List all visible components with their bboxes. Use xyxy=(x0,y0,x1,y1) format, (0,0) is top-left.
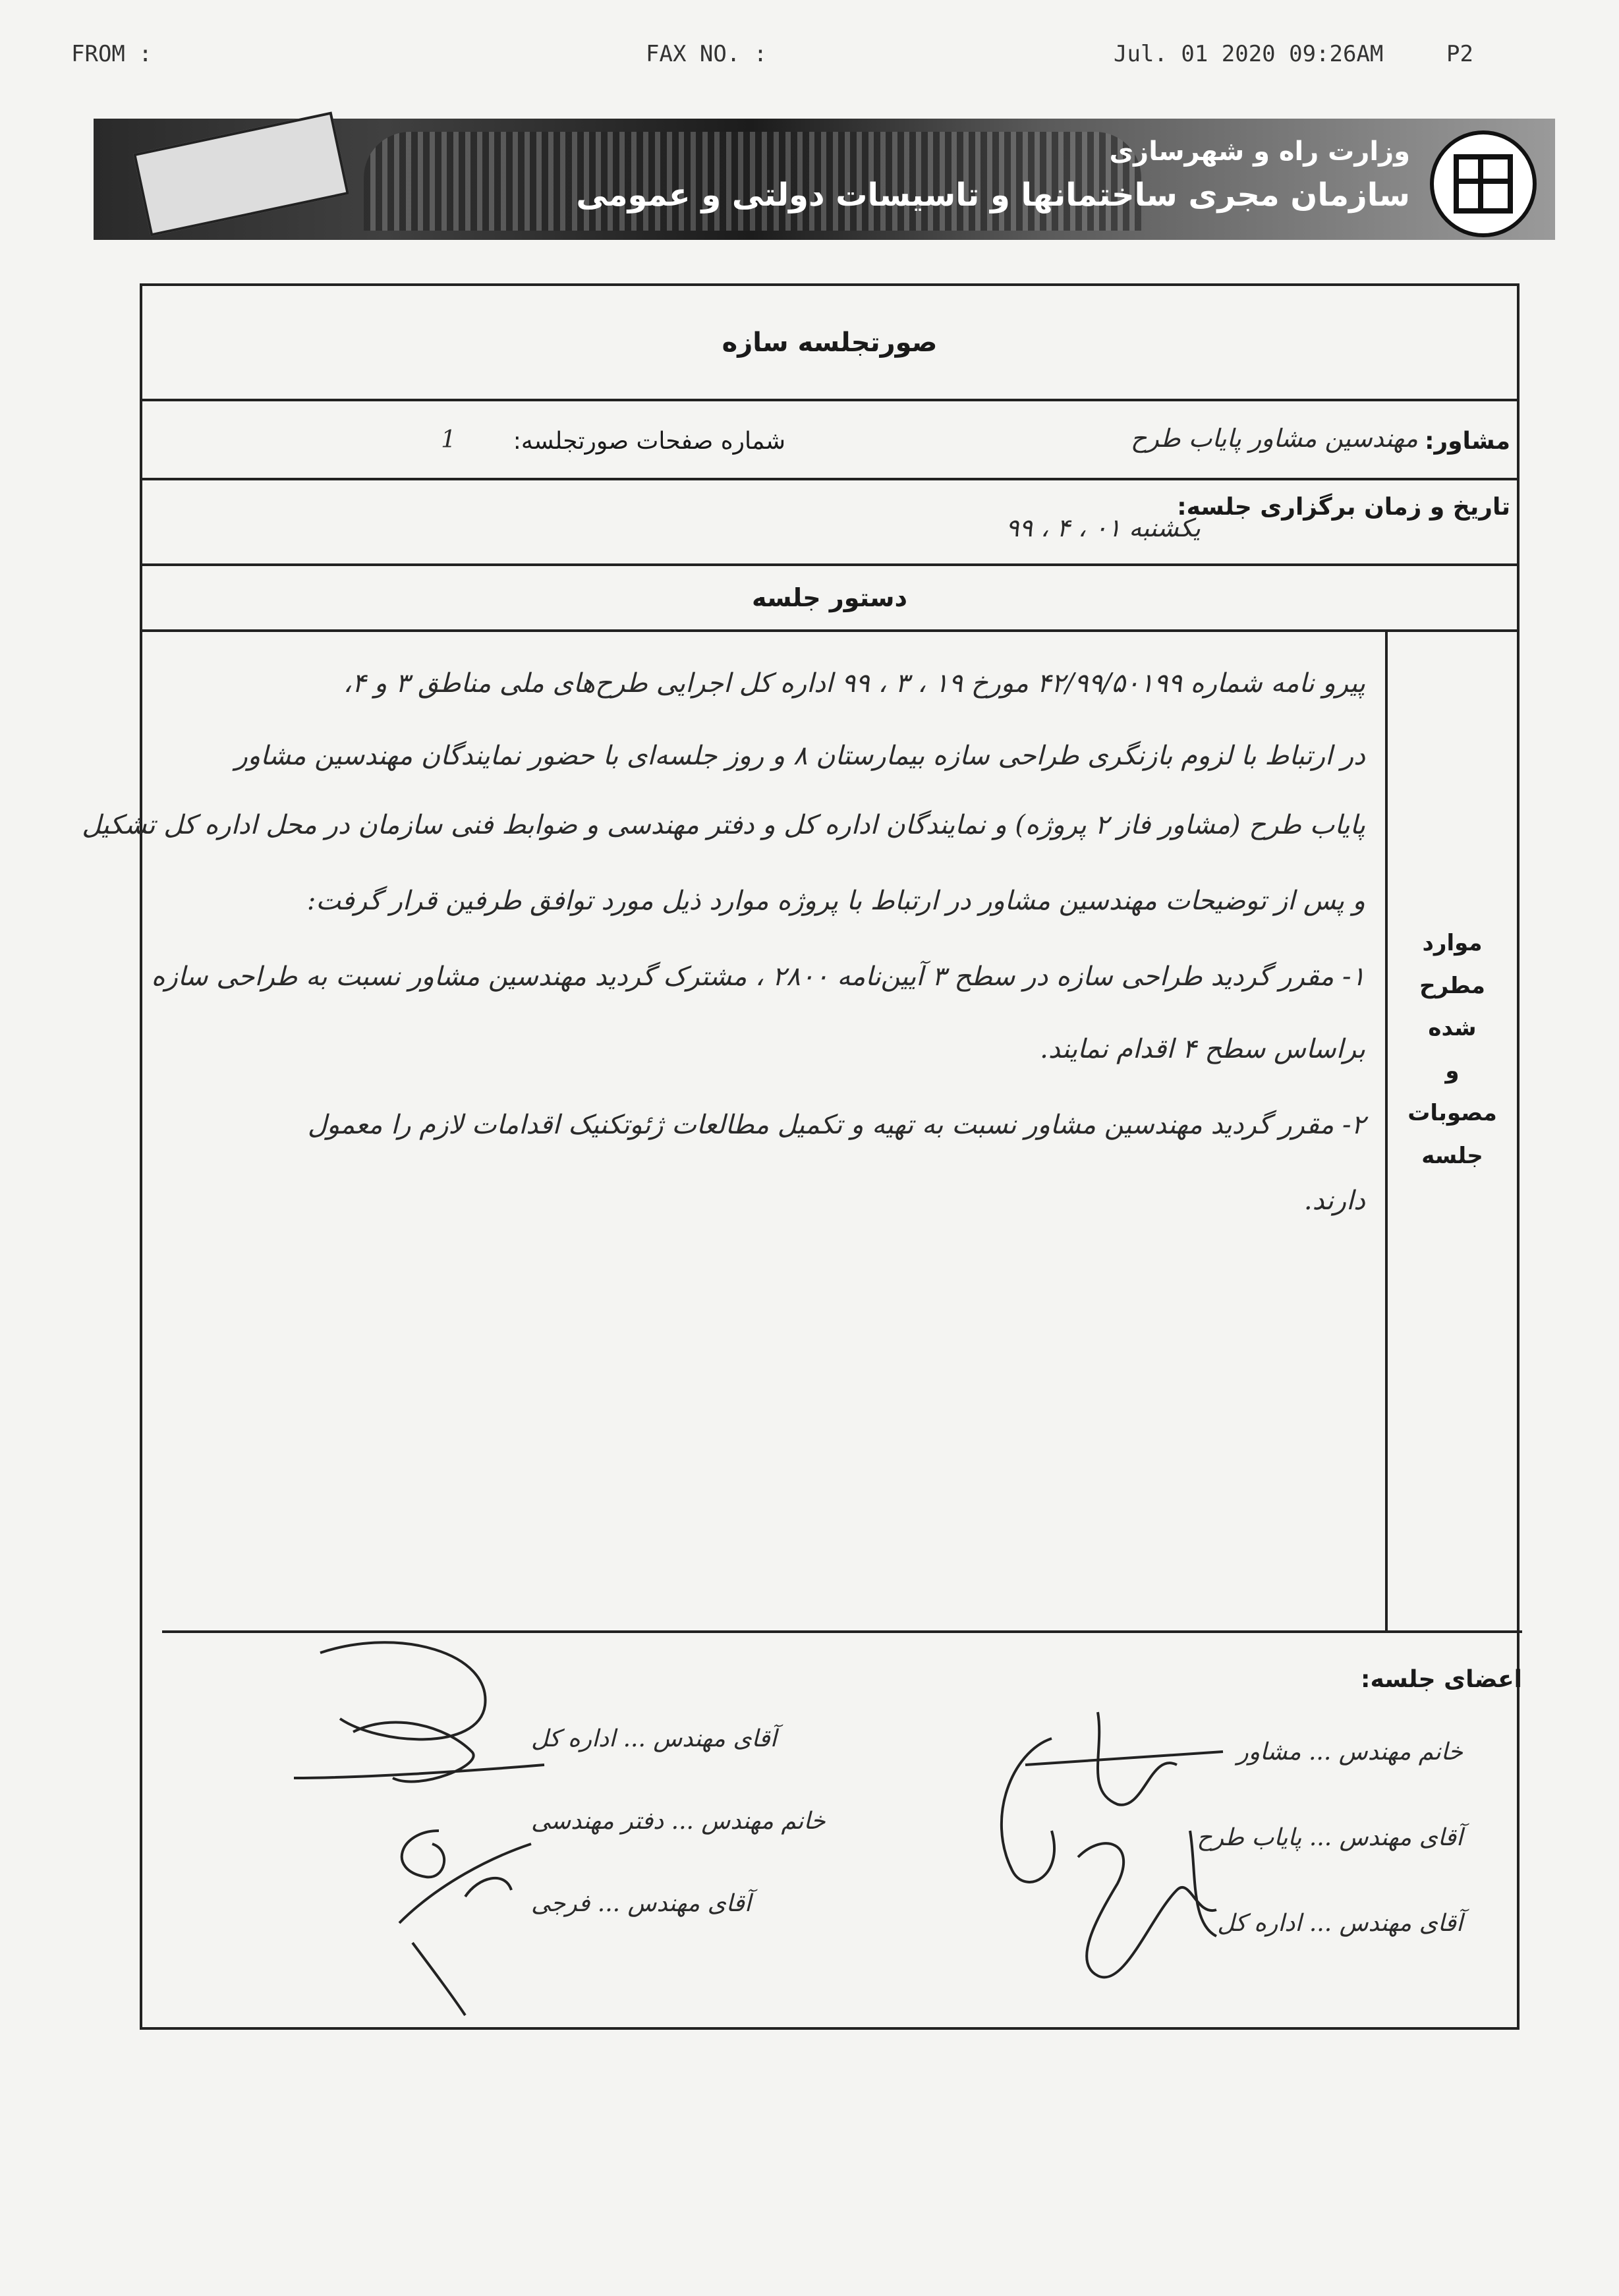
member-left: آقای مهندس ... فرجی xyxy=(531,1890,751,1917)
consultant-label: مشاور: xyxy=(1425,428,1510,455)
signatures xyxy=(162,1633,1520,2022)
topics-label-line: جلسه xyxy=(1421,1142,1483,1169)
ministry-logo-icon xyxy=(1430,130,1537,237)
form-title: صورتجلسه سازه xyxy=(142,286,1517,401)
minutes-line: براساس سطح ۴ اقدام نمایند. xyxy=(1040,1034,1365,1064)
fax-header xyxy=(0,41,1619,80)
members-label: اعضای جلسه: xyxy=(1361,1666,1522,1693)
agenda-header: دستور جلسه xyxy=(142,566,1517,632)
minutes-line: دارند. xyxy=(1303,1186,1365,1216)
topics-side-column xyxy=(1385,632,1517,1630)
fax-from: FROM : xyxy=(71,41,152,67)
signature-1 xyxy=(1002,1712,1223,1882)
topics-label-line: شده xyxy=(1428,1015,1477,1042)
organization-title: سازمان مجری ساختمانها و تاسیسات دولتی و عمومی xyxy=(576,177,1410,214)
topics-label-line: موارد xyxy=(1422,930,1483,956)
member-left: آقای مهندس ... اداره کل xyxy=(531,1725,777,1752)
topics-label-line: و xyxy=(1445,1057,1460,1084)
topics-label-line: مصوبات xyxy=(1407,1100,1497,1127)
minutes-line: در ارتباط با لزوم بازنگری طراحی سازه بیمارستان ۸ و روز جلسه‌ای با حضور نمایندگان مهندسین مشاور xyxy=(235,741,1365,771)
ministry-name xyxy=(576,132,1410,219)
signature-3 xyxy=(294,1642,544,1877)
members-section xyxy=(162,1630,1522,2022)
date-row xyxy=(142,480,1517,566)
date-label: تاریخ و زمان برگزاری جلسه: xyxy=(1177,494,1510,521)
member-right: آقای مهندس ... پایاب طرح xyxy=(1197,1824,1463,1851)
topics-label xyxy=(1388,922,1517,1178)
minutes-line: پایاب طرح (مشاور فاز ۲ پروژه) و نمایندگان اداره کل و دفتر مهندسی و ضوابط فنی سازمان در محل اداره کل تشکیل xyxy=(82,810,1365,840)
date-value: یکشنبه ۰۱ ، ۴ ، ۹۹ xyxy=(1006,513,1201,542)
fax-number: FAX NO. : xyxy=(646,41,768,67)
fax-page: P2 xyxy=(1446,41,1473,67)
signature-4 xyxy=(399,1844,531,2015)
member-right: آقای مهندس ... اداره کل xyxy=(1217,1910,1463,1937)
fax-datetime: Jul. 01 2020 09:26AM xyxy=(1114,41,1384,67)
consultant-row xyxy=(142,401,1517,480)
minutes-form xyxy=(82,283,1522,2030)
member-right: خانم مهندس ... مشاور xyxy=(1237,1738,1463,1765)
consultant-value: مهندسین مشاور پایاب طرح xyxy=(1130,424,1418,453)
minutes-line: پیرو نامه شماره ۴۲/۹۹/۵۰۱۹۹ مورخ ۱۹ ، ۳ ، ۹۹ اداره کل اجرایی طرح‌های ملی مناطق ۳ و ۴، xyxy=(343,668,1365,699)
pages-label: شماره صفحات صورتجلسه: xyxy=(513,428,785,455)
pages-value: 1 xyxy=(441,426,456,453)
member-left: خانم مهندس ... دفتر مهندسی xyxy=(531,1808,826,1835)
topics-label-line: مطرح xyxy=(1419,972,1485,999)
flag-emblem xyxy=(133,111,349,236)
minutes-line: ۱- مقرر گردید طراحی سازه در سطح ۳ آیین‌نامه ۲۸۰۰ ، مشترک گردید مهندسین مشاور نسبت به طراحی سازه xyxy=(151,961,1365,992)
agenda-body xyxy=(82,632,1517,1630)
organization-banner xyxy=(94,119,1555,240)
minutes-line: ۲- مقرر گردید مهندسین مشاور نسبت به تهیه و تکمیل مطالعات ژئوتکنیک اقدامات لازم را معمول xyxy=(307,1110,1365,1140)
signature-2 xyxy=(1078,1831,1216,1977)
ministry-title: وزارت راه و شهرسازی xyxy=(1109,136,1410,167)
minutes-line: و پس از توضیحات مهندسین مشاور در ارتباط با پروژه موارد ذیل مورد توافق طرفین قرار گرفت: xyxy=(306,886,1365,916)
